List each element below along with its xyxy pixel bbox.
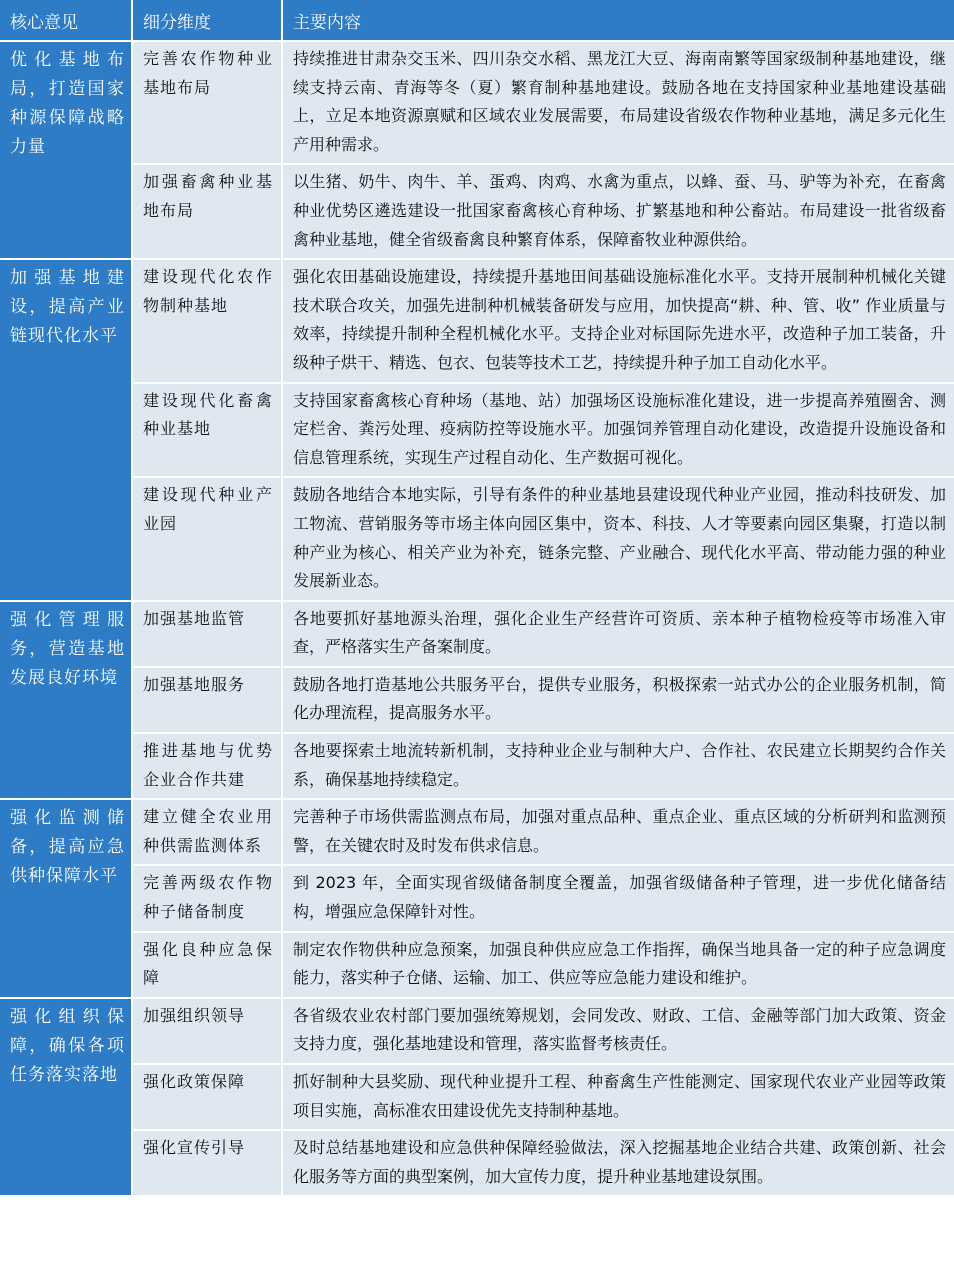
dimension-cell: 建立健全农业用种供需监测体系 [133,800,283,866]
dimension-cell: 加强组织领导 [133,999,283,1065]
table-row [0,602,954,668]
content-cell: 各省级农业农村部门要加强统筹规划，会同发改、财政、工信、金融等部门加大政策、资金支持力度，强化基地建设和管理，落实监督考核责任。 [283,999,954,1065]
content-cell: 鼓励各地打造基地公共服务平台，提供专业服务，积极探索一站式办公的企业服务机制，简化办理流程，提高服务水平。 [283,668,954,734]
content-cell: 及时总结基地建设和应急供种保障经验做法，深入挖掘基地企业结合共建、政策创新、社会化服务等方面的典型案例，加大宣传力度，提升种业基地建设氛围。 [283,1131,954,1197]
core-opinion-cell: 强化管理服务，营造基地发展良好环境 [0,602,133,801]
content-cell: 完善种子市场供需监测点布局，加强对重点品种、重点企业、重点区域的分析研判和监测预警，在关键农时及时发布供求信息。 [283,800,954,866]
dimension-cell: 加强基地服务 [133,668,283,734]
table-row [0,260,954,383]
table-row [0,478,954,601]
core-opinion-cell: 强化组织保障，确保各项任务落实落地 [0,999,133,1198]
core-opinion-cell: 优化基地布局，打造国家种源保障战略力量 [0,42,133,260]
content-cell: 强化农田基础设施建设，持续提升基地田间基础设施标准化水平。支持开展制种机械化关键技术联合攻关，加强先进制种机械装备研发与应用，加快提高“耕、种、管、收” 作业质量与效率，持续提升制种全程机械化水平。支持企业对标国际先进水平，改造种子加工装备，升级种子烘干、精选、包衣、包装等技术工艺，持续提升种子加工自动化水平。 [283,260,954,383]
core-opinion-cell: 强化监测储备，提高应急供种保障水平 [0,800,133,999]
table-row [0,1065,954,1131]
table-row [0,1131,954,1197]
dimension-cell: 建设现代化农作物制种基地 [133,260,283,383]
dimension-cell: 强化政策保障 [133,1065,283,1131]
content-cell: 各地要探索土地流转新机制，支持种业企业与制种大户、合作社、农民建立长期契约合作关系，确保基地持续稳定。 [283,734,954,800]
dimension-cell: 推进基地与优势企业合作共建 [133,734,283,800]
content-cell: 抓好制种大县奖励、现代种业提升工程、种畜禽生产性能测定、国家现代农业产业园等政策项目实施，高标准农田建设优先支持制种基地。 [283,1065,954,1131]
content-cell: 制定农作物供种应急预案，加强良种供应应急工作指挥，确保当地具备一定的种子应急调度能力，落实种子仓储、运输、加工、供应等应急能力建设和维护。 [283,933,954,999]
dimension-cell: 加强基地监管 [133,602,283,668]
table-row [0,668,954,734]
dimension-cell: 建设现代化畜禽种业基地 [133,384,283,479]
table-row [0,384,954,479]
header-row [0,0,954,42]
content-cell: 支持国家畜禽核心育种场（基地、站）加强场区设施标准化建设，进一步提高养殖圈舍、测定栏舍、粪污处理、疫病防控等设施水平。加强饲养管理自动化建设，改造提升设施设备和信息管理系统，实现生产过程自动化、生产数据可视化。 [283,384,954,479]
content-cell: 各地要抓好基地源头治理，强化企业生产经营许可资质、亲本种子植物检疫等市场准入审查，严格落实生产备案制度。 [283,602,954,668]
header-dimension: 细分维度 [133,0,283,42]
dimension-cell: 完善两级农作物种子储备制度 [133,866,283,932]
dimension-cell: 强化宣传引导 [133,1131,283,1197]
table-row [0,165,954,260]
content-cell: 以生猪、奶牛、肉牛、羊、蛋鸡、肉鸡、水禽为重点，以蜂、蚕、马、驴等为补充，在畜禽种业优势区遴选建设一批国家畜禽核心育种场、扩繁基地和种公畜站。布局建设一批省级畜禽种业基地，健全省级畜禽良种繁育体系，保障畜牧业种源供给。 [283,165,954,260]
content-cell: 到 2023 年，全面实现省级储备制度全覆盖，加强省级储备种子管理，进一步优化储备结构，增强应急保障针对性。 [283,866,954,932]
dimension-cell: 强化良种应急保障 [133,933,283,999]
core-opinion-cell: 加强基地建设，提高产业链现代化水平 [0,260,133,602]
table-row [0,866,954,932]
header-main-content: 主要内容 [283,0,954,42]
header-core-opinion: 核心意见 [0,0,133,42]
content-cell: 持续推进甘肃杂交玉米、四川杂交水稻、黑龙江大豆、海南南繁等国家级制种基地建设，继续支持云南、青海等冬（夏）繁育制种基地建设。鼓励各地在支持国家种业基地建设基础上，立足本地资源禀赋和区域农业发展需要，布局建设省级农作物种业基地，满足多元化生产用种需求。 [283,42,954,165]
table-row [0,800,954,866]
dimension-cell: 完善农作物种业基地布局 [133,42,283,165]
dimension-cell: 建设现代种业产业园 [133,478,283,601]
table-row [0,933,954,999]
content-cell: 鼓励各地结合本地实际，引导有条件的种业基地县建设现代种业产业园，推动科技研发、加工物流、营销服务等市场主体向园区集中，资本、科技、人才等要素向园区集聚，打造以制种产业为核心、相关产业为补充，链条完整、产业融合、现代化水平高、带动能力强的种业发展新业态。 [283,478,954,601]
table-row [0,734,954,800]
table-row [0,42,954,165]
dimension-cell: 加强畜禽种业基地布局 [133,165,283,260]
table-row [0,999,954,1065]
